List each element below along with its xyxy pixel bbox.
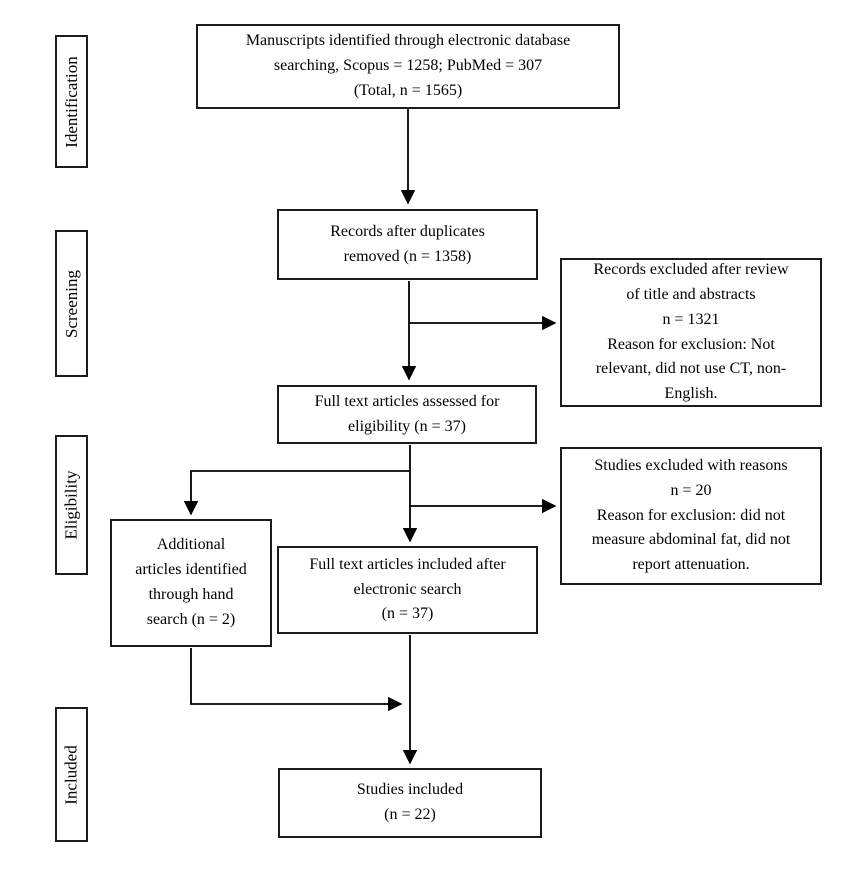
stage-label-text: Included xyxy=(61,744,81,805)
stage-label-text: Identification xyxy=(61,55,81,148)
stage-label-identification xyxy=(55,35,88,168)
box-line: Full text articles included after xyxy=(309,555,506,573)
flow-box-hand-search xyxy=(110,519,272,647)
box-line: Records after duplicates xyxy=(330,222,485,240)
box-line: report attenuation. xyxy=(632,556,750,574)
box-line: n = 20 xyxy=(670,481,712,499)
box-line: of title and abstracts xyxy=(626,285,756,303)
box-line: removed (n = 1358) xyxy=(343,247,472,265)
box-line: Full text articles assessed for xyxy=(314,392,500,410)
box-line: Additional xyxy=(156,536,226,554)
arrow-branch-to-hand-search xyxy=(191,471,410,514)
box-line: search (n = 2) xyxy=(146,610,236,628)
stage-label-included xyxy=(55,707,88,842)
box-line: n = 1321 xyxy=(662,310,720,328)
box-line: articles identified xyxy=(135,561,247,579)
flow-box-duplicates-removed xyxy=(277,209,538,280)
box-line: through hand xyxy=(148,586,234,603)
box-line: (Total, n = 1565) xyxy=(353,81,463,99)
arrow-hand-search-merge xyxy=(191,648,401,704)
box-line: English. xyxy=(664,385,718,403)
box-line: Reason for exclusion: Not xyxy=(607,335,775,353)
box-line: Reason for exclusion: did not xyxy=(596,506,786,524)
box-line: Studies included xyxy=(356,781,464,799)
flow-box-fulltext-included xyxy=(277,546,538,634)
box-line: Manuscripts identified through electronic database xyxy=(245,32,571,50)
box-line: relevant, did not use CT, non- xyxy=(595,360,787,378)
stage-label-text: Eligibility xyxy=(61,470,81,540)
flow-box-studies-included xyxy=(278,768,542,838)
box-line: measure abdominal fat, did not xyxy=(591,531,791,549)
box-line: (n = 22) xyxy=(384,806,436,823)
flow-box-fulltext-assessed xyxy=(277,385,537,444)
stage-label-text: Screening xyxy=(61,269,81,338)
box-line: (n = 37) xyxy=(381,605,434,623)
box-line: Studies excluded with reasons xyxy=(594,457,788,474)
flow-box-records-excluded xyxy=(560,258,822,407)
flow-box-identified xyxy=(196,24,620,109)
box-line: eligibility (n = 37) xyxy=(348,417,466,435)
stage-label-eligibility xyxy=(55,435,88,575)
flow-box-studies-excluded xyxy=(560,447,822,585)
box-line: searching, Scopus = 1258; PubMed = 307 xyxy=(273,57,543,75)
stage-label-screening xyxy=(55,230,88,377)
box-line: electronic search xyxy=(353,580,462,598)
box-line: Records excluded after review xyxy=(593,261,789,279)
